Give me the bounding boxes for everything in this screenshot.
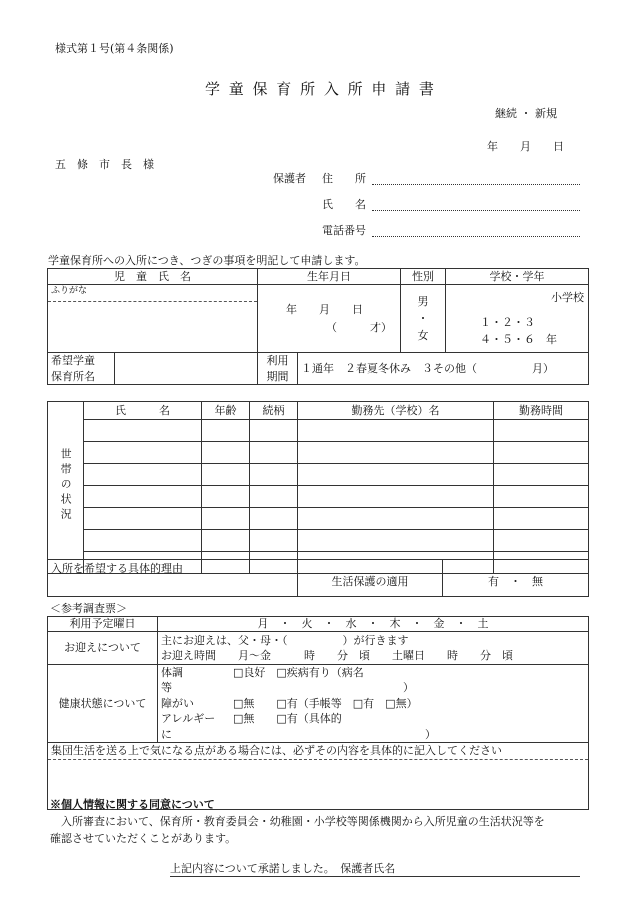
table-row[interactable] xyxy=(48,530,589,552)
guardian-label: 保護者 xyxy=(273,172,306,185)
health-cell[interactable] xyxy=(158,665,589,743)
period-label: 利用 期間 xyxy=(258,353,298,385)
member-relation-header: 続柄 xyxy=(250,402,298,420)
grades-row2: ４・５・６ 年 xyxy=(480,332,557,346)
days-label: 利用予定曜日 xyxy=(48,617,158,632)
school-header: 学校・学年 xyxy=(446,269,589,285)
pickup-label: お迎えについて xyxy=(48,632,158,665)
table-row[interactable] xyxy=(48,486,589,508)
welfare-options[interactable]: 有 ・ 無 xyxy=(443,560,589,597)
guardian-phone-label: 電話番号 xyxy=(322,224,366,237)
page-title: 学 童 保 育 所 入 所 申 請 書 xyxy=(205,80,436,98)
consent-line[interactable] xyxy=(170,862,580,877)
table-row[interactable] xyxy=(48,420,589,442)
health-row3-label: アレルギー xyxy=(161,712,216,726)
guardian-phone-field[interactable] xyxy=(372,224,580,237)
sex-female: 女 xyxy=(417,329,429,343)
form-number: 様式第１号(第４条関係) xyxy=(55,42,174,55)
date-line: 年 月 日 xyxy=(487,140,564,153)
notes-label: 集団生活を送る上で気になる点がある場合には、必ずその内容を具体的に記入してください xyxy=(48,743,588,760)
member-workplace-header: 勤務先（学校）名 xyxy=(298,402,494,420)
privacy-heading: ※個人情報に関する同意について xyxy=(50,798,215,811)
health-row2-label: 障がい xyxy=(161,696,194,710)
sex-dot: ・ xyxy=(417,311,429,325)
sex-male: 男 xyxy=(417,294,429,308)
guardian-name-label: 氏 名 xyxy=(322,198,366,211)
child-name-header: 児 童 氏 名 xyxy=(48,269,258,285)
application-type: 継続 ・ 新規 xyxy=(495,107,557,120)
health-row2: □無 □有（手帳等 □有 □無） xyxy=(233,696,418,710)
reference-heading: ＜参考調査票＞ xyxy=(50,602,127,615)
health-row1-label: 体調 xyxy=(161,666,183,679)
health-label: 健康状態について xyxy=(48,665,158,743)
member-name-header: 氏 名 xyxy=(84,402,202,420)
days-options[interactable]: 月 ・ 火 ・ 水 ・ 木 ・ 金 ・ 土 xyxy=(158,617,589,632)
sex-cell[interactable] xyxy=(401,285,446,353)
addressee: 五 條 市 長 様 xyxy=(55,158,154,171)
period-options[interactable]: １通年 ２春夏冬休み ３その他（ 月） xyxy=(298,353,589,385)
health-row1: □良好 □疾病有り（病名等 ） xyxy=(161,666,414,695)
birthdate-cell[interactable] xyxy=(258,285,401,353)
welfare-label: 生活保護の適用 xyxy=(298,560,443,597)
guardian-address-label: 住 所 xyxy=(322,172,366,185)
birthdate-header: 生年月日 xyxy=(258,269,401,285)
child-name-cell[interactable] xyxy=(48,285,258,353)
reference-table xyxy=(47,616,589,810)
sex-header: 性別 xyxy=(401,269,446,285)
birth-ymd: 年 月 日 xyxy=(286,303,363,317)
reason-table xyxy=(47,559,589,597)
furigana-label: ふりがな xyxy=(48,285,257,302)
child-info-table-lower xyxy=(47,352,589,385)
consent-text: 上記内容について承諾しました。 保護者氏名 xyxy=(170,862,396,875)
guardian-address-field[interactable] xyxy=(372,172,580,185)
pickup-line1: 主にお迎えは、父・母・（ ）が行きます xyxy=(161,633,409,647)
privacy-line2: 確認させていただくことがあります。 xyxy=(50,832,237,845)
school-suffix: 小学校 xyxy=(551,291,584,305)
desired-facility-label: 希望学童 保育所名 xyxy=(48,353,115,385)
table-row[interactable] xyxy=(48,464,589,486)
child-info-table xyxy=(47,268,589,353)
guardian-name-field[interactable] xyxy=(372,198,580,211)
table-row[interactable] xyxy=(48,508,589,530)
desired-facility-field[interactable] xyxy=(115,353,258,385)
school-cell[interactable] xyxy=(446,285,589,353)
member-hours-header: 勤務時間 xyxy=(494,402,589,420)
privacy-line1: 入所審査において、保育所・教育委員会・幼稚園・小学校等関係機関から入所児童の生活状況等を xyxy=(50,815,545,828)
child-age: （ 才） xyxy=(326,320,392,334)
household-table xyxy=(47,401,589,574)
household-side-label: 世帯の状況 xyxy=(48,402,84,574)
pickup-cell[interactable] xyxy=(158,632,589,665)
table-row[interactable] xyxy=(48,442,589,464)
grades-row1: １・２・３ xyxy=(480,316,535,330)
intro-text: 学童保育所への入所につき、つぎの事項を明記して申請します。 xyxy=(48,254,366,267)
member-age-header: 年齢 xyxy=(202,402,250,420)
reason-label[interactable]: 入所を希望する具体的理由 xyxy=(48,560,298,597)
pickup-line2: お迎え時間 月～金 時 分 頃 土曜日 時 分 頃 xyxy=(161,649,513,662)
health-row3: □無 □有（具体的に ） xyxy=(161,712,436,741)
